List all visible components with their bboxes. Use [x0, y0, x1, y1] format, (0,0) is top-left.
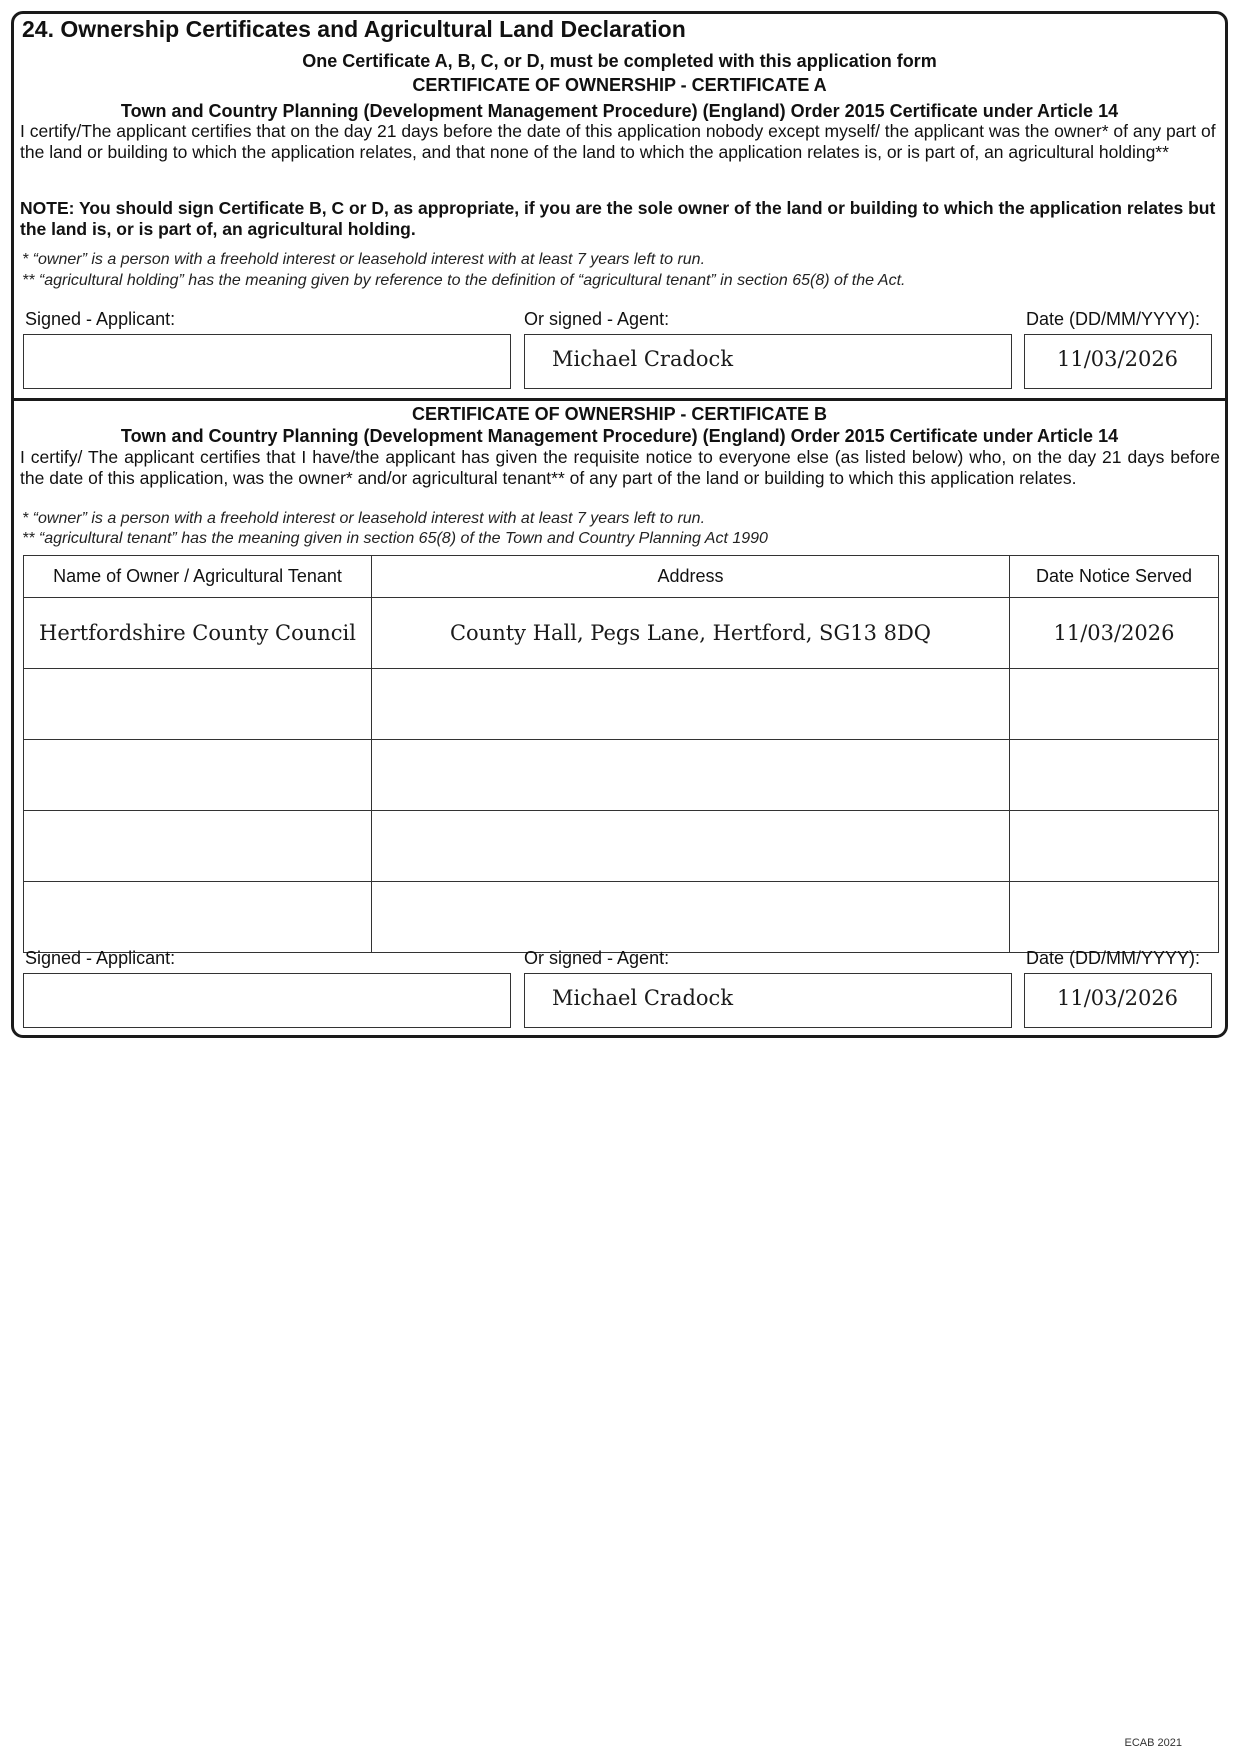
owner-name-header: Name of Owner / Agricultural Tenant [24, 556, 372, 598]
date-served-cell[interactable] [1010, 740, 1219, 811]
owner-name-cell[interactable] [24, 882, 372, 953]
certificate-b-applicant-label: Signed - Applicant: [25, 948, 176, 968]
address-cell[interactable] [372, 669, 1010, 740]
certificate-a-date-value: 11/03/2026 [1057, 347, 1179, 371]
certificate-a-footnote-holding: ** “agricultural holding” has the meaning given by reference to the definition of “agricultural tenant” in section 65(8) of the Act. [22, 272, 906, 289]
certificate-b-footnote-tenant: ** “agricultural tenant” has the meaning given in section 65(8) of the Town and Country Planning Act 1990 [22, 530, 768, 547]
owner-name-cell[interactable] [24, 740, 372, 811]
certificate-a-applicant-signature-field[interactable] [23, 334, 511, 389]
section-instruction: One Certificate A, B, C, or D, must be completed with this application form [302, 51, 937, 71]
certificate-a-agent-label: Or signed - Agent: [524, 309, 670, 329]
table-row [24, 740, 1219, 811]
certificate-a-agent-signature-value: Michael Cradock [552, 347, 734, 371]
table-row [24, 811, 1219, 882]
certificate-a-applicant-label: Signed - Applicant: [25, 309, 176, 329]
owner-name-cell[interactable] [24, 669, 372, 740]
owners-table [23, 555, 1219, 953]
date-served-cell[interactable] [1010, 882, 1219, 953]
address-cell[interactable] [372, 598, 1010, 669]
certificate-a-footnote-owner: * “owner” is a person with a freehold interest or leasehold interest with at least 7 years left to run. [22, 251, 706, 268]
date-served-value: 11/03/2026 [1053, 621, 1175, 645]
certificate-b-agent-signature-value: Michael Cradock [552, 986, 734, 1010]
table-row [24, 669, 1219, 740]
address-header: Address [372, 556, 1010, 598]
certificate-b-footnote-owner: * “owner” is a person with a freehold interest or leasehold interest with at least 7 years left to run. [22, 510, 706, 527]
certificate-b-applicant-signature-field[interactable] [23, 973, 511, 1028]
owner-name-cell[interactable] [24, 811, 372, 882]
certificate-divider [11, 398, 1228, 401]
address-cell[interactable] [372, 811, 1010, 882]
certificate-a-heading: CERTIFICATE OF OWNERSHIP - CERTIFICATE A [412, 75, 827, 95]
date-served-cell[interactable] [1010, 598, 1219, 669]
owners-table-header [24, 556, 1219, 598]
date-served-header: Date Notice Served [1010, 556, 1219, 598]
certificate-b-order: Town and Country Planning (Development Management Procedure) (England) Order 2015 Certificate under Article 14 [120, 426, 1119, 446]
owner-name-cell[interactable] [24, 598, 372, 669]
certificate-a-note: NOTE: You should sign Certificate B, C or D, as appropriate, if you are the sole owner of the land or building to which the application relates but the land is, or is part of, an agricultural holding. [20, 198, 1216, 239]
form-code: ECAB 2021 [1124, 1737, 1182, 1749]
owner-name-value: Hertfordshire County Council [39, 621, 356, 645]
certificate-b-date-field[interactable] [1024, 973, 1212, 1028]
certificate-b-date-value: 11/03/2026 [1057, 986, 1179, 1010]
certificate-a-order: Town and Country Planning (Development Management Procedure) (England) Order 2015 Certificate under Article 14 [120, 101, 1119, 121]
certificate-b-agent-label: Or signed - Agent: [524, 948, 670, 968]
table-row [24, 882, 1219, 953]
address-value: County Hall, Pegs Lane, Hertford, SG13 8DQ [449, 621, 932, 645]
address-cell[interactable] [372, 882, 1010, 953]
certificate-a-date-field[interactable] [1024, 334, 1212, 389]
certificate-b-statement: I certify/ The applicant certifies that I have/the applicant has given the requisite notice to everyone else (as listed below) who, on the day 21 days before the date of this application, was the owner* and/or agricultural tenant** of any part of the land or building to which this application relates. [20, 447, 1220, 488]
certificate-a-agent-signature-field[interactable] [524, 334, 1012, 389]
certificate-a-date-label: Date (DD/MM/YYYY): [1026, 309, 1201, 329]
date-served-cell[interactable] [1010, 669, 1219, 740]
address-cell[interactable] [372, 740, 1010, 811]
certificate-b-date-label: Date (DD/MM/YYYY): [1026, 948, 1201, 968]
certificate-b-agent-signature-field[interactable] [524, 973, 1012, 1028]
section-title: 24. Ownership Certificates and Agricultural Land Declaration [22, 16, 686, 42]
table-row [24, 598, 1219, 669]
date-served-cell[interactable] [1010, 811, 1219, 882]
certificate-a-statement: I certify/The applicant certifies that on the day 21 days before the date of this application nobody except myself/ the applicant was the owner* of any part of the land or building to which the application relates, and that none of the land to which the application relates is, or is part of, an agricultural holding** [20, 121, 1216, 162]
certificate-b-heading: CERTIFICATE OF OWNERSHIP - CERTIFICATE B [412, 404, 827, 424]
